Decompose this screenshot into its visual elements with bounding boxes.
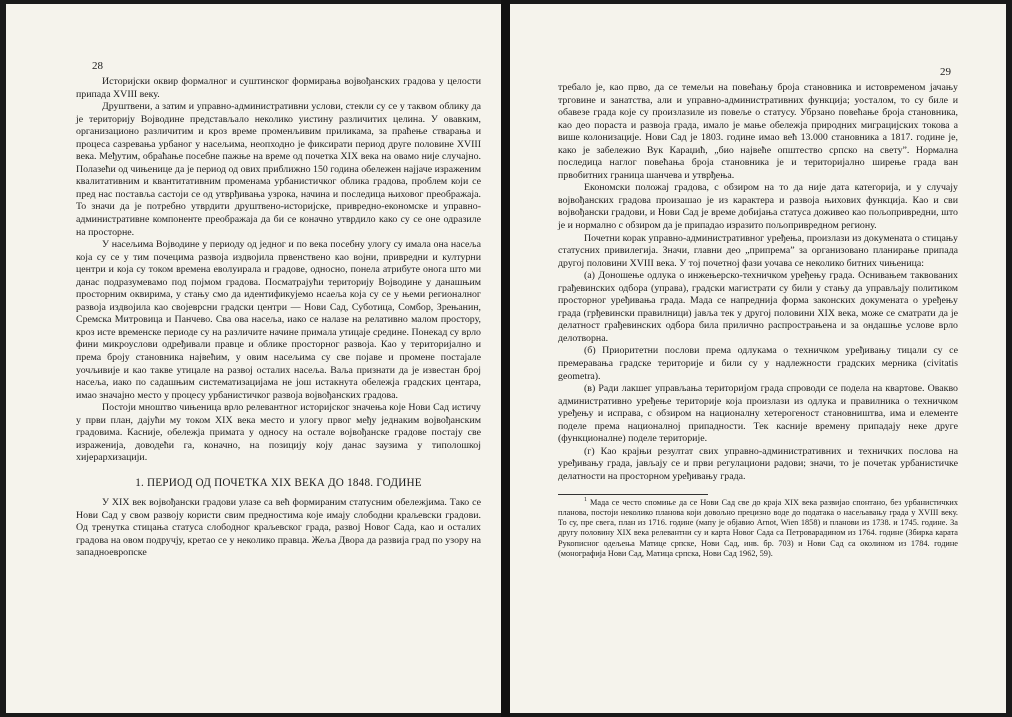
section-heading: 1. ПЕРИОД ОД ПОЧЕТКА XIX ВЕКА ДО 1848. ГОДИНЕ [135, 476, 422, 489]
paragraph: (в) Ради лакшег управљања територијом града спроводи се подела на квартове. Овакво административно уређење територије која произлази из одлука и правилника о техничком уређењу и иcправа, с обзиром на националну хетерогеност становништва, има и елементе поделе према националној припадности. Тек касније времену припадају неке друге (функционалне) поделе територије. [558, 383, 958, 445]
paragraph: Економски положај градова, с обзиром на то да није дата категорија, и у случају војвођанских градова произашао је из карактера и развоја њихових функција. Као и сви војвођански градови, и Нови Сад је време добијања статуса доживео као пољопривредни, што је и нормално с обзиром да је припадао изразито пољопривредном региону. [558, 182, 958, 232]
paragraph: Почетни корак управно-административног уређења, произлази из докумената о стицању статусних привилегија. Значи, главни део „припрема” за организовано планирање припада другој половини XVIII века. У тој почетној фази уочава се неколико битних чињеница: [558, 232, 958, 269]
footnote-marker: 1 [584, 496, 587, 503]
paragraph: требало је, као прво, да се темељи на повећању броја становника и истовременом јачању трговине и занатства, али и управно-административних функција; уосталом, то су биле и обавезе града које су произлазиле из повеље о статусу. Убрзано повећање броја становника, као део пораста и развоја града, имало је мање обележја природних миграцијских токова а више колонизације. Нови Сад је 1803. године имао већ 13.000 становника а 1817. године је, како је забележио Вук Караџић, „био највеће општество српско на свету”. Нормална последица наглог повећања броја становника је и територијално ширење града ван првобитних граница шанчева и утврђења. [558, 82, 958, 181]
footnote-text: Мада се често спомиње да се Нови Сад све до краја XIX века развијао спонтано, без урбанистичких планова, постоји неколико планова који довољно прецизно воде до података о насељавању града у XVIII веку. То су, пре свега, план из 1716. године (мапу је објавио Arnot, Wien 1858) и планови из 1738. и 1745. године. За другу половину XIX века релевантни су и карта Новог Сада са Петроварадином из 1764. године (Збирка карата Рукописног одељења Матице српске, Нови Сад, инв. бр. 703) и Нови Сад са околином из 1784. године (монографија Нови Сад, Матица српска, Нови Сад 1962, 59). [558, 497, 958, 558]
paragraph: У насељима Војводине у периоду од једног и по века посебну улогу су имала она насеља која су се у тим почецима развоја издвојила првенствено као војни, привредни и културни центри и која су током времена еволуирала и градове, односно, понела атрибуте онога што ми данас подразумевамо под појмом градова. Посматрајући територију Војводине у данашњим просторним оквирима, у стању смо да идентификујемо нсаеља која су се у њеми регионалног развоја издвојила као својеврсни градски центри — Нови Сад, Суботица, Сомбор, Зрењанин, Сремска Митровица и Панчево. Сва ова насеља, иако се налазе на релативно малом простору, кроз исте временске периоде су на различите начине примала утицаје средине. Понекад су врло фини микроуслови одређивали правце и облике просторног развоја. Као у територијално и према броју становника највећим, у овим насељима су све појаве и промене постајале уочљивије и као такве утицале на развој осталих насеља. Ваља признати да је известан број насеља, иако по садашњим систематизацијама не још истакнута обележја градских центара, имао значајно место у процесу урбанистичког развоја војвођанских градова. [76, 239, 481, 401]
paragraph: (б) Приоритетни послови према одлукама о техничком уређивању тицали су се премеравања градске територије и били су у надлежности градских мерника (civitatis geometra). [558, 345, 958, 382]
paragraph: (а) Доношење одлука о инжењерско-техничком уређењу града. Оснивањем таквованих грађевинских одбора (управа), градски магистрати су били у стању да управљају политиком просторног уређивања града. Мада се напредниjа форма законских докумената о уређењу града (грђевински правилници) јавља тек у другој половини XIX века, може се сматрати да је делатност грађевинских одбора била прилично распрострањена и за ондашње услове врло делотворна. [558, 270, 958, 344]
paragraph: Друштвени, а затим и управно-административни услови, стекли су се у таквом облику да је територију Војводине представљало неколико уистину различитих целина. У овавким, организационо различитим и кроз време променљивим приликама, за праћење стварања и процеса сазревања урбаног у насељима, неопходно је фиксирати период друге половине XVIII века. Међутим, обраћање посебне пажње на време од почетка XIX века на овамо није случајно. Полазећи од чињенице да је период од ових приближно 150 година обележен најјаче израженим квалитативним и квантитативним променама урбанистичког облика градова, проблем који се пред нас поставља састоји се од утврђивања узрока, начина и последица њиховог преображаја. То значи да је потребно утврдити друштвено-историјске, привредно-економске и управно-административне компоненте преображаја да би се коначно утврдило како су се оне одразиле на просторне. [76, 101, 481, 238]
paragraph: Историјски оквир формалног и суштинског формирања војвођанских градова у целости припада XVIII веку. [76, 76, 481, 100]
left-page [6, 4, 501, 713]
paragraph: У XIX век војвођански градови улазе са већ формираним статусним обележјима. Тако се Нови Сад у свом развоју користи свим предностима које имају слободни краљевски градови. Од тренутка стицања статуса слободног краљевског града, развој Новог Сада, као и осталих градова на овом подручју, кретао се у неколико правца. Жеља Двора да развија град по узору на западноевропске [76, 496, 481, 559]
book-gutter [501, 0, 510, 717]
footnote [558, 498, 958, 560]
footnote-divider [558, 494, 708, 495]
page-number: 29 [940, 66, 951, 78]
right-page [510, 4, 1006, 713]
paragraph: Постоји мноштво чињеница врло релевантног историјског значења које Нови Сад истичу у први план, дајући му током XIX века место и улогу првог међу једнаким војвођанским градовима. Касније, обележја примата у односу на остале војвођанске градове постају све израженија, доводећи га, коначно, на позицију коју данас заузима у типолошкој хијерархизацији. [76, 402, 481, 464]
page-number: 28 [92, 60, 103, 72]
paragraph: (г) Као крајњи резултат свих управно-административних и техничких послова на уређивању града, јављају се и први регулациони радови; значи, то је почетак урбанистичке делатности на просторном уређивању града. [558, 445, 958, 482]
